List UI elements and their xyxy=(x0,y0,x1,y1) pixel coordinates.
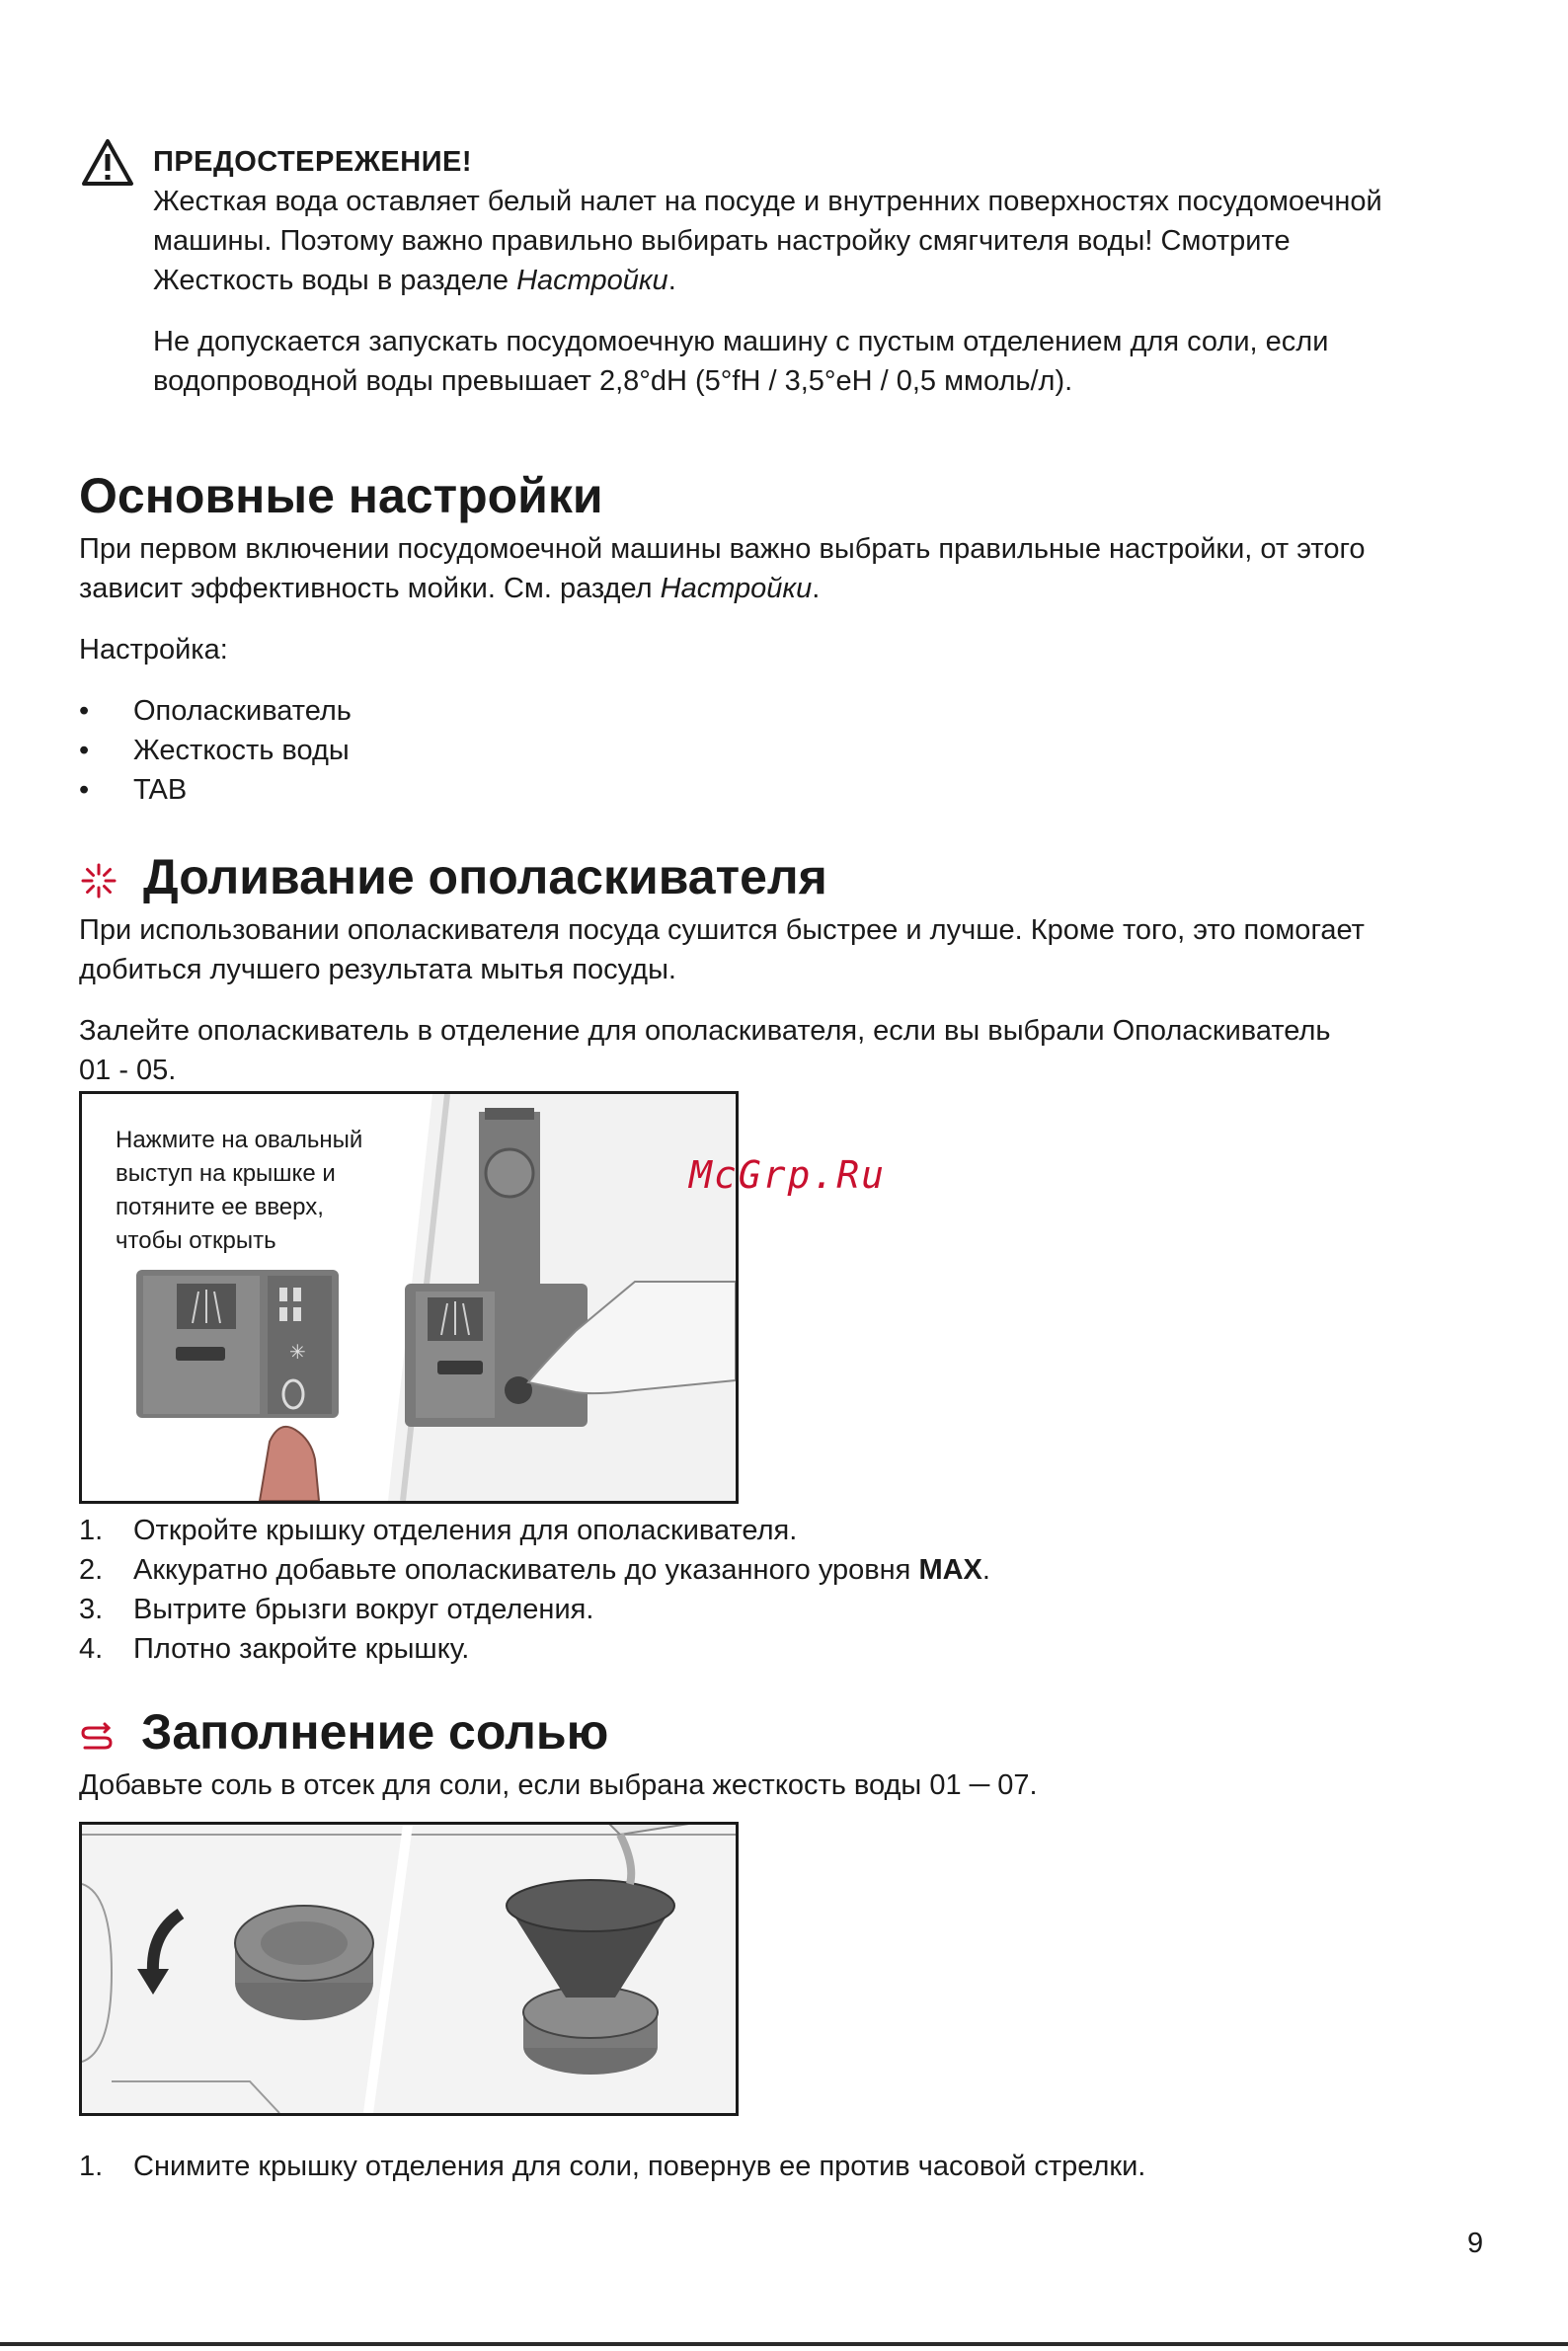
page-number: 9 xyxy=(1467,2228,1484,2259)
list-item: 3. Вытрите брызги вокруг отделения. xyxy=(79,1594,594,1625)
svg-text:✳: ✳ xyxy=(289,1340,306,1364)
salt-figure xyxy=(79,1822,739,2116)
rinse-aid-icon xyxy=(81,863,117,899)
basic-settings-heading: Основные настройки xyxy=(79,468,603,523)
salt-heading: Заполнение солью xyxy=(141,1704,609,1760)
salt-paragraph: Добавьте соль в отсек для соли, если выбрана жесткость воды 01 ─ 07. xyxy=(79,1769,1038,1801)
list-item: 1. Снимите крышку отделения для соли, повернув ее против часовой стрелки. xyxy=(79,2151,1146,2182)
salt-steps xyxy=(79,2147,1521,2186)
list-item: • TAB xyxy=(79,774,188,806)
list-item: 2. Аккуратно добавьте ополаскиватель до указанного уровня MAX. xyxy=(79,1554,990,1586)
rinse-aid-steps xyxy=(79,1511,1461,1669)
figure-caption: Нажмите на овальный выступ на крышке и потяните ее вверх, чтобы открыть xyxy=(116,1127,363,1254)
rinse-aid-paragraph-1: При использовании ополаскивателя посуда сушится быстрее и лучше. Кроме того, это помогает добиться лучшего результата мытья посуды. xyxy=(79,914,1365,985)
warning-title: ПРЕДОСТЕРЕЖЕНИЕ! xyxy=(153,146,473,178)
list-item: • Жесткость воды xyxy=(79,735,350,766)
list-item: 1. Откройте крышку отделения для ополаскивателя. xyxy=(79,1515,798,1546)
rinse-aid-figure xyxy=(79,1091,739,1504)
settings-list xyxy=(79,691,671,810)
watermark: McGrp.Ru xyxy=(689,1153,887,1197)
rinse-aid-paragraph-2: Залейте ополаскиватель в отделение для ополаскивателя, если вы выбрали Ополаскиватель 01 - 05. xyxy=(79,1015,1331,1086)
rinse-aid-heading: Доливание ополаскивателя xyxy=(143,849,827,904)
settings-list-label: Настройка: xyxy=(79,634,228,666)
salt-icon xyxy=(79,1720,115,1752)
footer-rule xyxy=(0,2342,1568,2346)
list-item: • Ополаскиватель xyxy=(79,695,352,727)
warning-icon xyxy=(81,138,134,188)
basic-settings-paragraph: При первом включении посудомоечной машины важно выбрать правильные настройки, от этого зависит эффективность мойки. См. раздел Настройки. xyxy=(79,533,1366,604)
list-item: 4. Плотно закройте крышку. xyxy=(79,1633,470,1665)
warning-paragraph-2: Не допускается запускать посудомоечную машину с пустым отделением для соли, если водопроводной воды превышает 2,8°dH (5°fH / 3,5°eH / 0,5 ммоль/л). xyxy=(153,326,1329,397)
warning-paragraph-1: Жесткая вода оставляет белый налет на посуде и внутренних поверхностях посудомоечной машины. Поэтому важно правильно выбирать настройку смягчителя воды! Смотрите Жесткость воды в разделе Настройки. xyxy=(153,186,1382,296)
